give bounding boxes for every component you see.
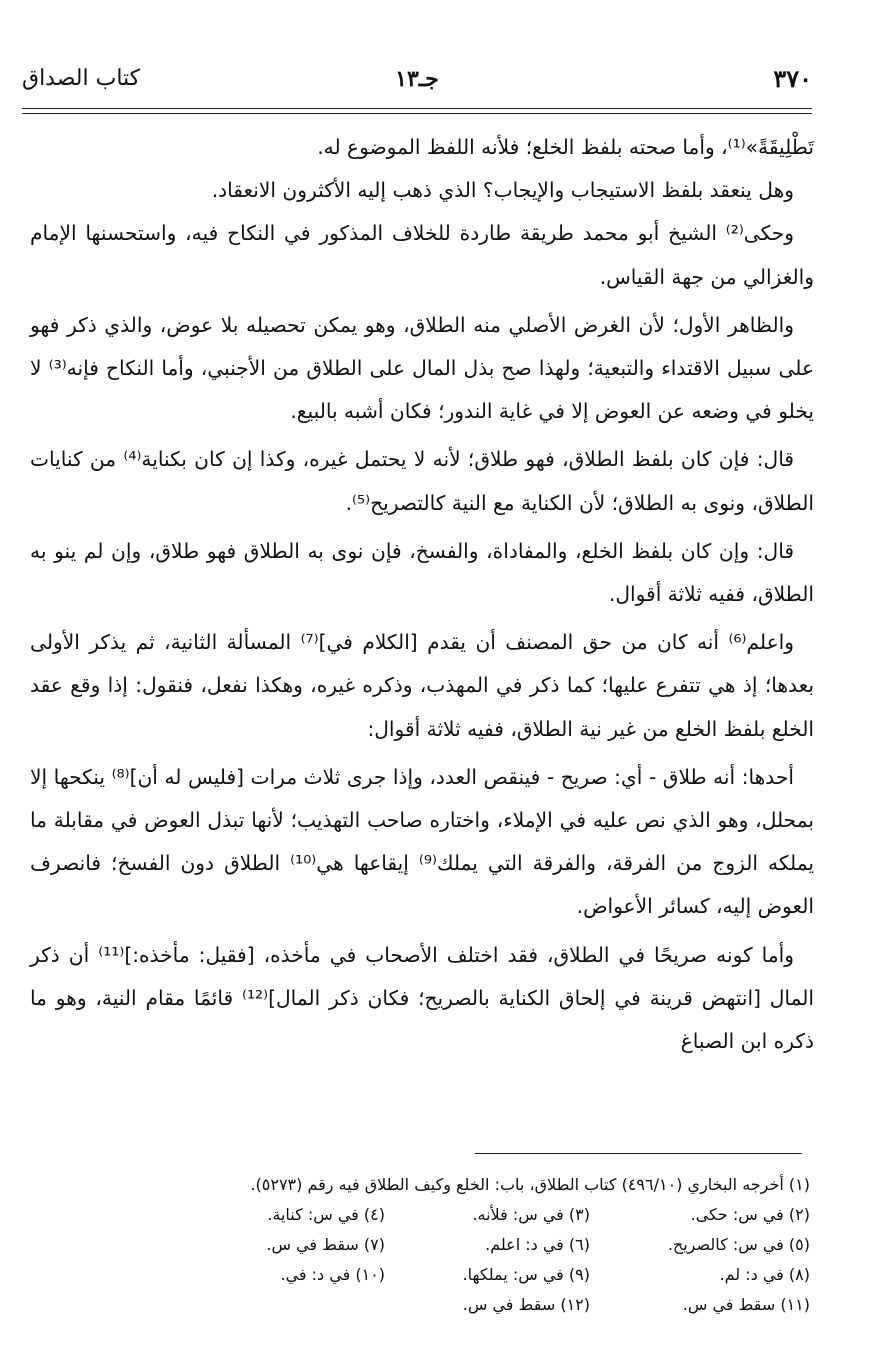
- footnote: [180, 1290, 385, 1320]
- paragraph: وهل ينعقد بلفظ الاستيجاب والإيجاب؟ الذي ذهب إليه الأكثرون الانعقاد.: [211, 178, 794, 203]
- footnote: (١٠) في د: في.: [280, 1265, 385, 1284]
- volume-label: جـ١٣: [395, 66, 439, 92]
- footnote: (٥) في س: كالصريح.: [667, 1235, 810, 1254]
- footnote: (٧) سقط في س.: [266, 1235, 385, 1254]
- footnote-row: [110, 1260, 810, 1290]
- paragraph: وأما كونه صريحًا في الطلاق، فقد اختلف الأصحاب في مأخذه، [فقيل: مأخذه:]⁽¹¹⁾ أن ذكر المال [انتهض قرينة في إلحاق الكناية بالصريح؛ فكان ذكر المال]⁽¹²⁾ قائمًا مقام النية، وهو ما ذكره ابن الصباغ: [30, 942, 814, 1054]
- paragraph: أحدها: أنه طلاق - أي: صريح - فينقص العدد، وإذا جرى ثلاث مرات [فليس له أن]⁽⁸⁾ ينكحها إلا بمحلل، وهو الذي نص عليه في الإملاء، واختاره صاحب التهذيب؛ لأنها تبذل العوض في مقابلة ما يملكه الزوج من الفرقة، والفرقة التي يملك⁽⁹⁾ إيقاعها هي⁽¹⁰⁾ الطلاق دون الفسخ؛ فانصرف العوض إليه، كسائر الأعواض.: [30, 764, 814, 919]
- header-rule-bottom: [22, 113, 812, 114]
- paragraph: قال: وإن كان بلفظ الخلع، والمفاداة، والفسخ، فإن نوى به الطلاق فهو طلاق، وإن لم ينو به الطلاق، ففيه ثلاثة أقوال.: [30, 538, 814, 607]
- footnote-row: [110, 1230, 810, 1260]
- book-title: كتاب الصداق: [22, 66, 141, 91]
- page-number: ٣٧٠: [773, 64, 812, 93]
- footnote-separator: [475, 1153, 802, 1154]
- footnote: (٤) في س: كناية.: [267, 1205, 385, 1224]
- footnote: (١٢) سقط في س.: [462, 1295, 590, 1314]
- paragraph: والظاهر الأول؛ لأن الغرض الأصلي منه الطلاق، وهو يمكن تحصيله بلا عوض، والذي ذكر فهو على سبيل الاقتداء والتبعية؛ ولهذا صح بذل المال على الطلاق من الأجنبي، وأما النكاح فإنه⁽³⁾ لا يخلو في وضعه عن العوض إلا في غاية الندور؛ فكان أشبه بالبيع.: [30, 312, 815, 424]
- paragraph: تَطْلِيقَةً»⁽¹⁾، وأما صحته بلفظ الخلع؛ فلأنه اللفظ الموضوع له.: [317, 135, 814, 159]
- footnote: (٣) في س: فلأنه.: [472, 1205, 590, 1224]
- footnote: (٦) في د: اعلم.: [485, 1235, 590, 1254]
- footnote: (٨) في د: لم.: [719, 1265, 810, 1284]
- footnote: (٢) في س: حكى.: [690, 1205, 810, 1224]
- page-header: [22, 62, 812, 102]
- footnote: (١١) سقط في س.: [682, 1295, 810, 1314]
- footnotes: [110, 1170, 810, 1320]
- paragraph: وحكى⁽²⁾ الشيخ أبو محمد طريقة طاردة للخلاف المذكور في النكاح فيه، واستحسنها الإمام والغزالي من جهة القياس.: [30, 221, 814, 289]
- footnote: (٩) في س: يملكها.: [462, 1265, 590, 1284]
- header-rule-top: [22, 108, 812, 109]
- footnote-row: [110, 1200, 810, 1230]
- main-text: [30, 126, 814, 1063]
- paragraph: واعلم⁽⁶⁾ أنه كان من حق المصنف أن يقدم [الكلام في]⁽⁷⁾ المسألة الثانية، ثم يذكر الأولى بعدها؛ إذ هي تتفرع عليها؛ كما ذكر في المهذب، وذكره غيره، وهكذا نفعل، فنقول: إذا وقع عقد الخلع بلفظ الخلع من غير نية الطلاق، ففيه ثلاثة أقوال:: [30, 630, 814, 741]
- footnote-1: (١) أخرجه البخاري (٤٩٦/١٠) كتاب الطلاق، باب: الخلع وكيف الطلاق فيه رقم (٥٢٧٣).: [250, 1175, 810, 1194]
- footnote-row: [110, 1290, 810, 1320]
- paragraph: قال: فإن كان بلفظ الطلاق، فهو طلاق؛ لأنه لا يحتمل غيره، وكذا إن كان بكناية⁽⁴⁾ من كنايات الطلاق، ونوى به الطلاق؛ لأن الكناية مع النية كالتصريح⁽⁵⁾.: [30, 447, 814, 515]
